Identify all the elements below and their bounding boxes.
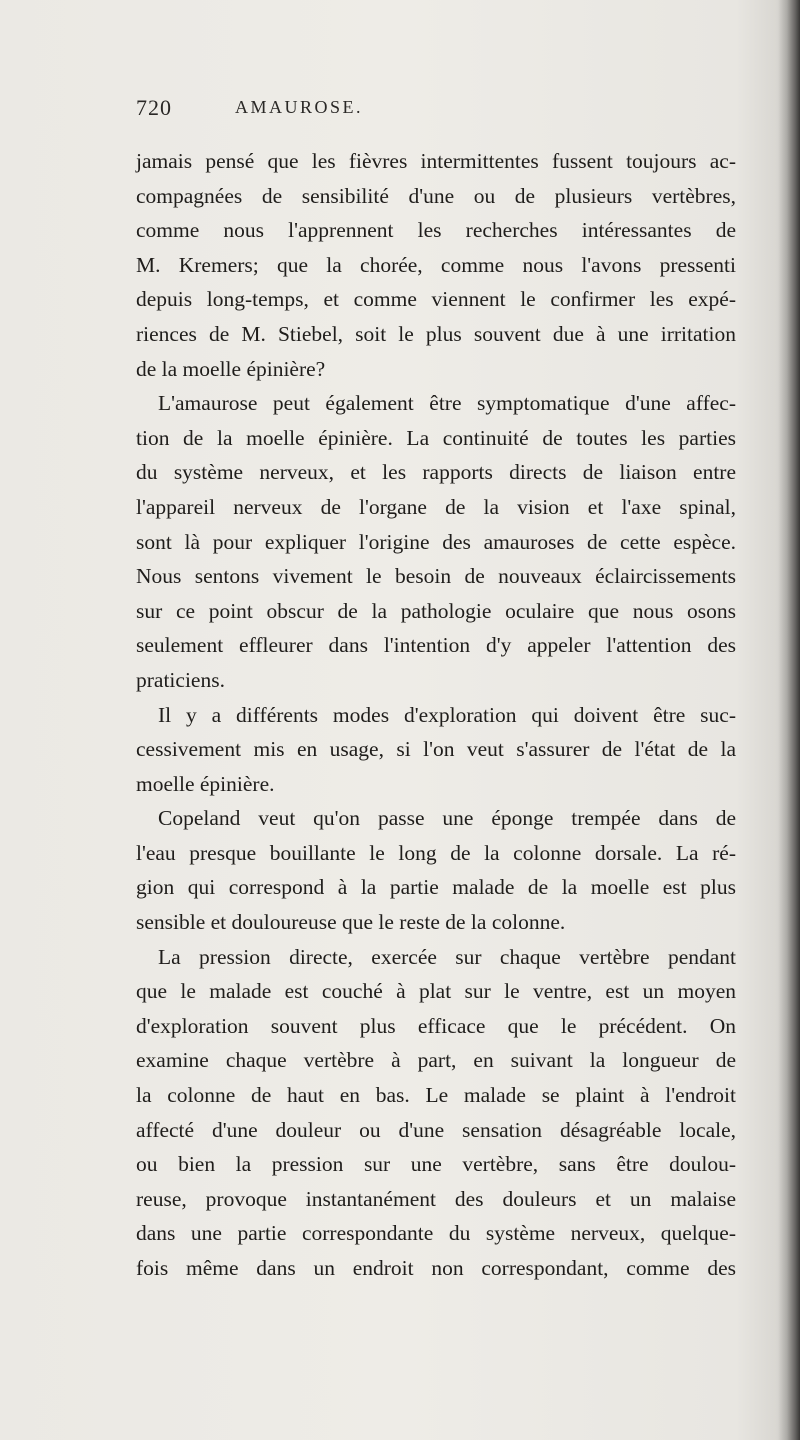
- text-line: du système nerveux, et les rapports directs de liaison entre: [136, 460, 736, 485]
- text-line: L'amaurose peut également être symptomatique d'une affec-: [158, 391, 736, 416]
- text-line: ou bien la pression sur une vertèbre, sans être doulou-: [136, 1152, 736, 1177]
- text-line: affecté d'une douleur ou d'une sensation désagréable locale,: [136, 1117, 736, 1142]
- text-line: Nous sentons vivement le besoin de nouveaux éclaircissements: [136, 564, 736, 589]
- text-line: La pression directe, exercée sur chaque vertèbre pendant: [158, 944, 736, 969]
- text-line: reuse, provoque instantanément des douleurs et un malaise: [136, 1186, 736, 1211]
- text-line: depuis long-temps, et comme viennent le confirmer les expé-: [136, 287, 736, 312]
- text-line: sont là pour expliquer l'origine des amauroses de cette espèce.: [136, 529, 736, 554]
- body-text: [136, 144, 736, 1286]
- running-title: AMAUROSE.: [235, 97, 364, 117]
- text-line: de la moelle épinière?: [136, 356, 326, 381]
- text-line: sur ce point obscur de la pathologie oculaire que nous osons: [136, 598, 736, 623]
- text-line: dans une partie correspondante du système nerveux, quelque-: [136, 1221, 736, 1246]
- text-line: l'appareil nerveux de l'organe de la vision et l'axe spinal,: [136, 494, 736, 519]
- text-line: Copeland veut qu'on passe une éponge trempée dans de: [158, 806, 736, 831]
- text-line: compagnées de sensibilité d'une ou de plusieurs vertèbres,: [136, 183, 736, 208]
- text-line: cessivement mis en usage, si l'on veut s'assurer de l'état de la: [136, 737, 736, 762]
- page-edge-shadow: [778, 0, 800, 1440]
- text-line: M. Kremers; que la chorée, comme nous l'avons pressenti: [136, 252, 736, 277]
- running-head: [136, 95, 696, 135]
- text-line: seulement effleurer dans l'intention d'y appeler l'attention des: [136, 633, 736, 658]
- text-line: examine chaque vertèbre à part, en suivant la longueur de: [136, 1048, 736, 1073]
- text-line: tion de la moelle épinière. La continuité de toutes les parties: [136, 425, 736, 450]
- text-line: moelle épinière.: [136, 771, 275, 796]
- text-line: que le malade est couché à plat sur le ventre, est un moyen: [136, 979, 736, 1004]
- text-line: Il y a différents modes d'exploration qui doivent être suc-: [158, 702, 736, 727]
- text-line: sensible et douloureuse que le reste de la colonne.: [136, 910, 566, 935]
- text-line: praticiens.: [136, 667, 225, 692]
- page-number: 720: [136, 95, 172, 120]
- text-line: l'eau presque bouillante le long de la colonne dorsale. La ré-: [136, 840, 736, 865]
- text-line: fois même dans un endroit non correspondant, comme des: [136, 1256, 736, 1280]
- text-line: gion qui correspond à la partie malade de la moelle est plus: [136, 875, 736, 900]
- text-line: la colonne de haut en bas. Le malade se plaint à l'endroit: [136, 1083, 736, 1108]
- text-line: riences de M. Stiebel, soit le plus souvent due à une irritation: [136, 321, 736, 346]
- text-line: comme nous l'apprennent les recherches intéressantes de: [136, 218, 736, 243]
- text-line: jamais pensé que les fièvres intermittentes fussent toujours ac-: [136, 149, 736, 173]
- text-line: d'exploration souvent plus efficace que le précédent. On: [136, 1013, 736, 1038]
